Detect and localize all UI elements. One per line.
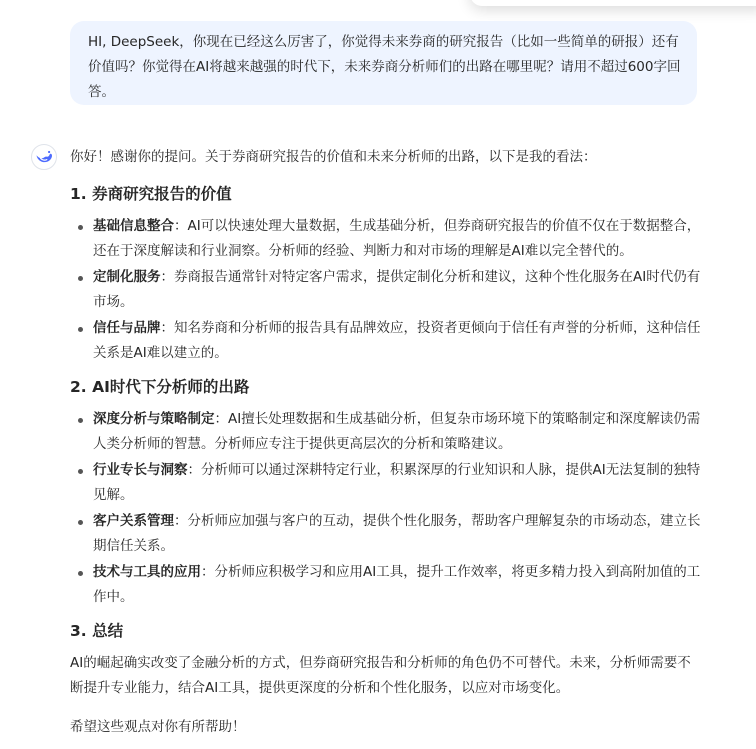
list-item [70, 458, 702, 508]
summary-paragraph: AI的崛起确实改变了金融分析的方式，但券商研究报告和分析师的角色仍不可替代。未来，分析师需要不断提升专业能力，结合AI工具，提供更深度的分析和个性化服务，以应对市场变化。 [70, 655, 691, 696]
user-message-text: HI, DeepSeek，你现在已经这么厉害了，你觉得未来券商的研究报告（比如一些简单的研报）还有价值吗？你觉得在AI将越来越强的时代下，未来券商分析师们的出路在哪里呢？请用不超过600字回答。 [88, 34, 681, 100]
section-heading-value: 1. 券商研究报告的价值 [70, 185, 232, 203]
list-item-text: ：分析师可以通过深耕特定行业，积累深厚的行业知识和人脉，提供AI无法复制的独特见解。 [93, 462, 701, 503]
assistant-avatar [31, 144, 57, 170]
list-item-term: 深度分析与策略制定 [93, 411, 215, 427]
list-item-term: 基础信息整合 [93, 218, 174, 234]
list-item-term: 客户关系管理 [93, 513, 174, 529]
section-heading-future: 2. AI时代下分析师的出路 [70, 378, 250, 396]
assistant-response [70, 145, 702, 740]
list-item-term: 技术与工具的应用 [93, 564, 201, 580]
response-intro: 你好！感谢你的提问。关于券商研究报告的价值和未来分析师的出路，以下是我的看法： [70, 149, 597, 165]
list-item-text: ：AI擅长处理数据和生成基础分析，但复杂市场环境下的策略制定和深度解读仍需人类分析师的智慧。分析师应专注于提供更高层次的分析和策略建议。 [93, 411, 701, 452]
list-item [70, 560, 702, 610]
section-list-future [70, 407, 702, 610]
list-item-text: ：分析师应加强与客户的互动，提供个性化服务，帮助客户理解复杂的市场动态，建立长期信任关系。 [93, 513, 701, 554]
list-item-text: ：分析师应积极学习和应用AI工具，提升工作效率，将更多精力投入到高附加值的工作中。 [93, 564, 701, 605]
list-item-term: 信任与品牌 [93, 320, 161, 336]
deepseek-whale-icon [35, 150, 53, 164]
section-heading-summary: 3. 总结 [70, 622, 124, 640]
list-item [70, 407, 702, 457]
list-item-text: ：知名券商和分析师的报告具有品牌效应，投资者更倾向于信任有声誉的分析师，这种信任关系是AI难以建立的。 [93, 320, 701, 361]
list-item-term: 定制化服务 [93, 269, 161, 285]
list-item [70, 316, 702, 366]
list-item-term: 行业专长与洞察 [93, 462, 188, 478]
list-item [70, 509, 702, 559]
list-item [70, 265, 702, 315]
list-item-text: ：券商报告通常针对特定客户需求，提供定制化分析和建议，这种个性化服务在AI时代仍有市场。 [93, 269, 701, 310]
closing-line: 希望这些观点对你有所帮助！ [70, 719, 246, 735]
section-list-value [70, 214, 702, 366]
list-item [70, 214, 702, 264]
user-message-bubble [70, 21, 697, 105]
list-item-text: ：AI可以快速处理大量数据，生成基础分析，但券商研究报告的价值不仅在于数据整合，还在于深度解读和行业洞察。分析师的经验、判断力和对市场的理解是AI难以完全替代的。 [93, 218, 701, 259]
dropdown-edge [470, 0, 756, 6]
